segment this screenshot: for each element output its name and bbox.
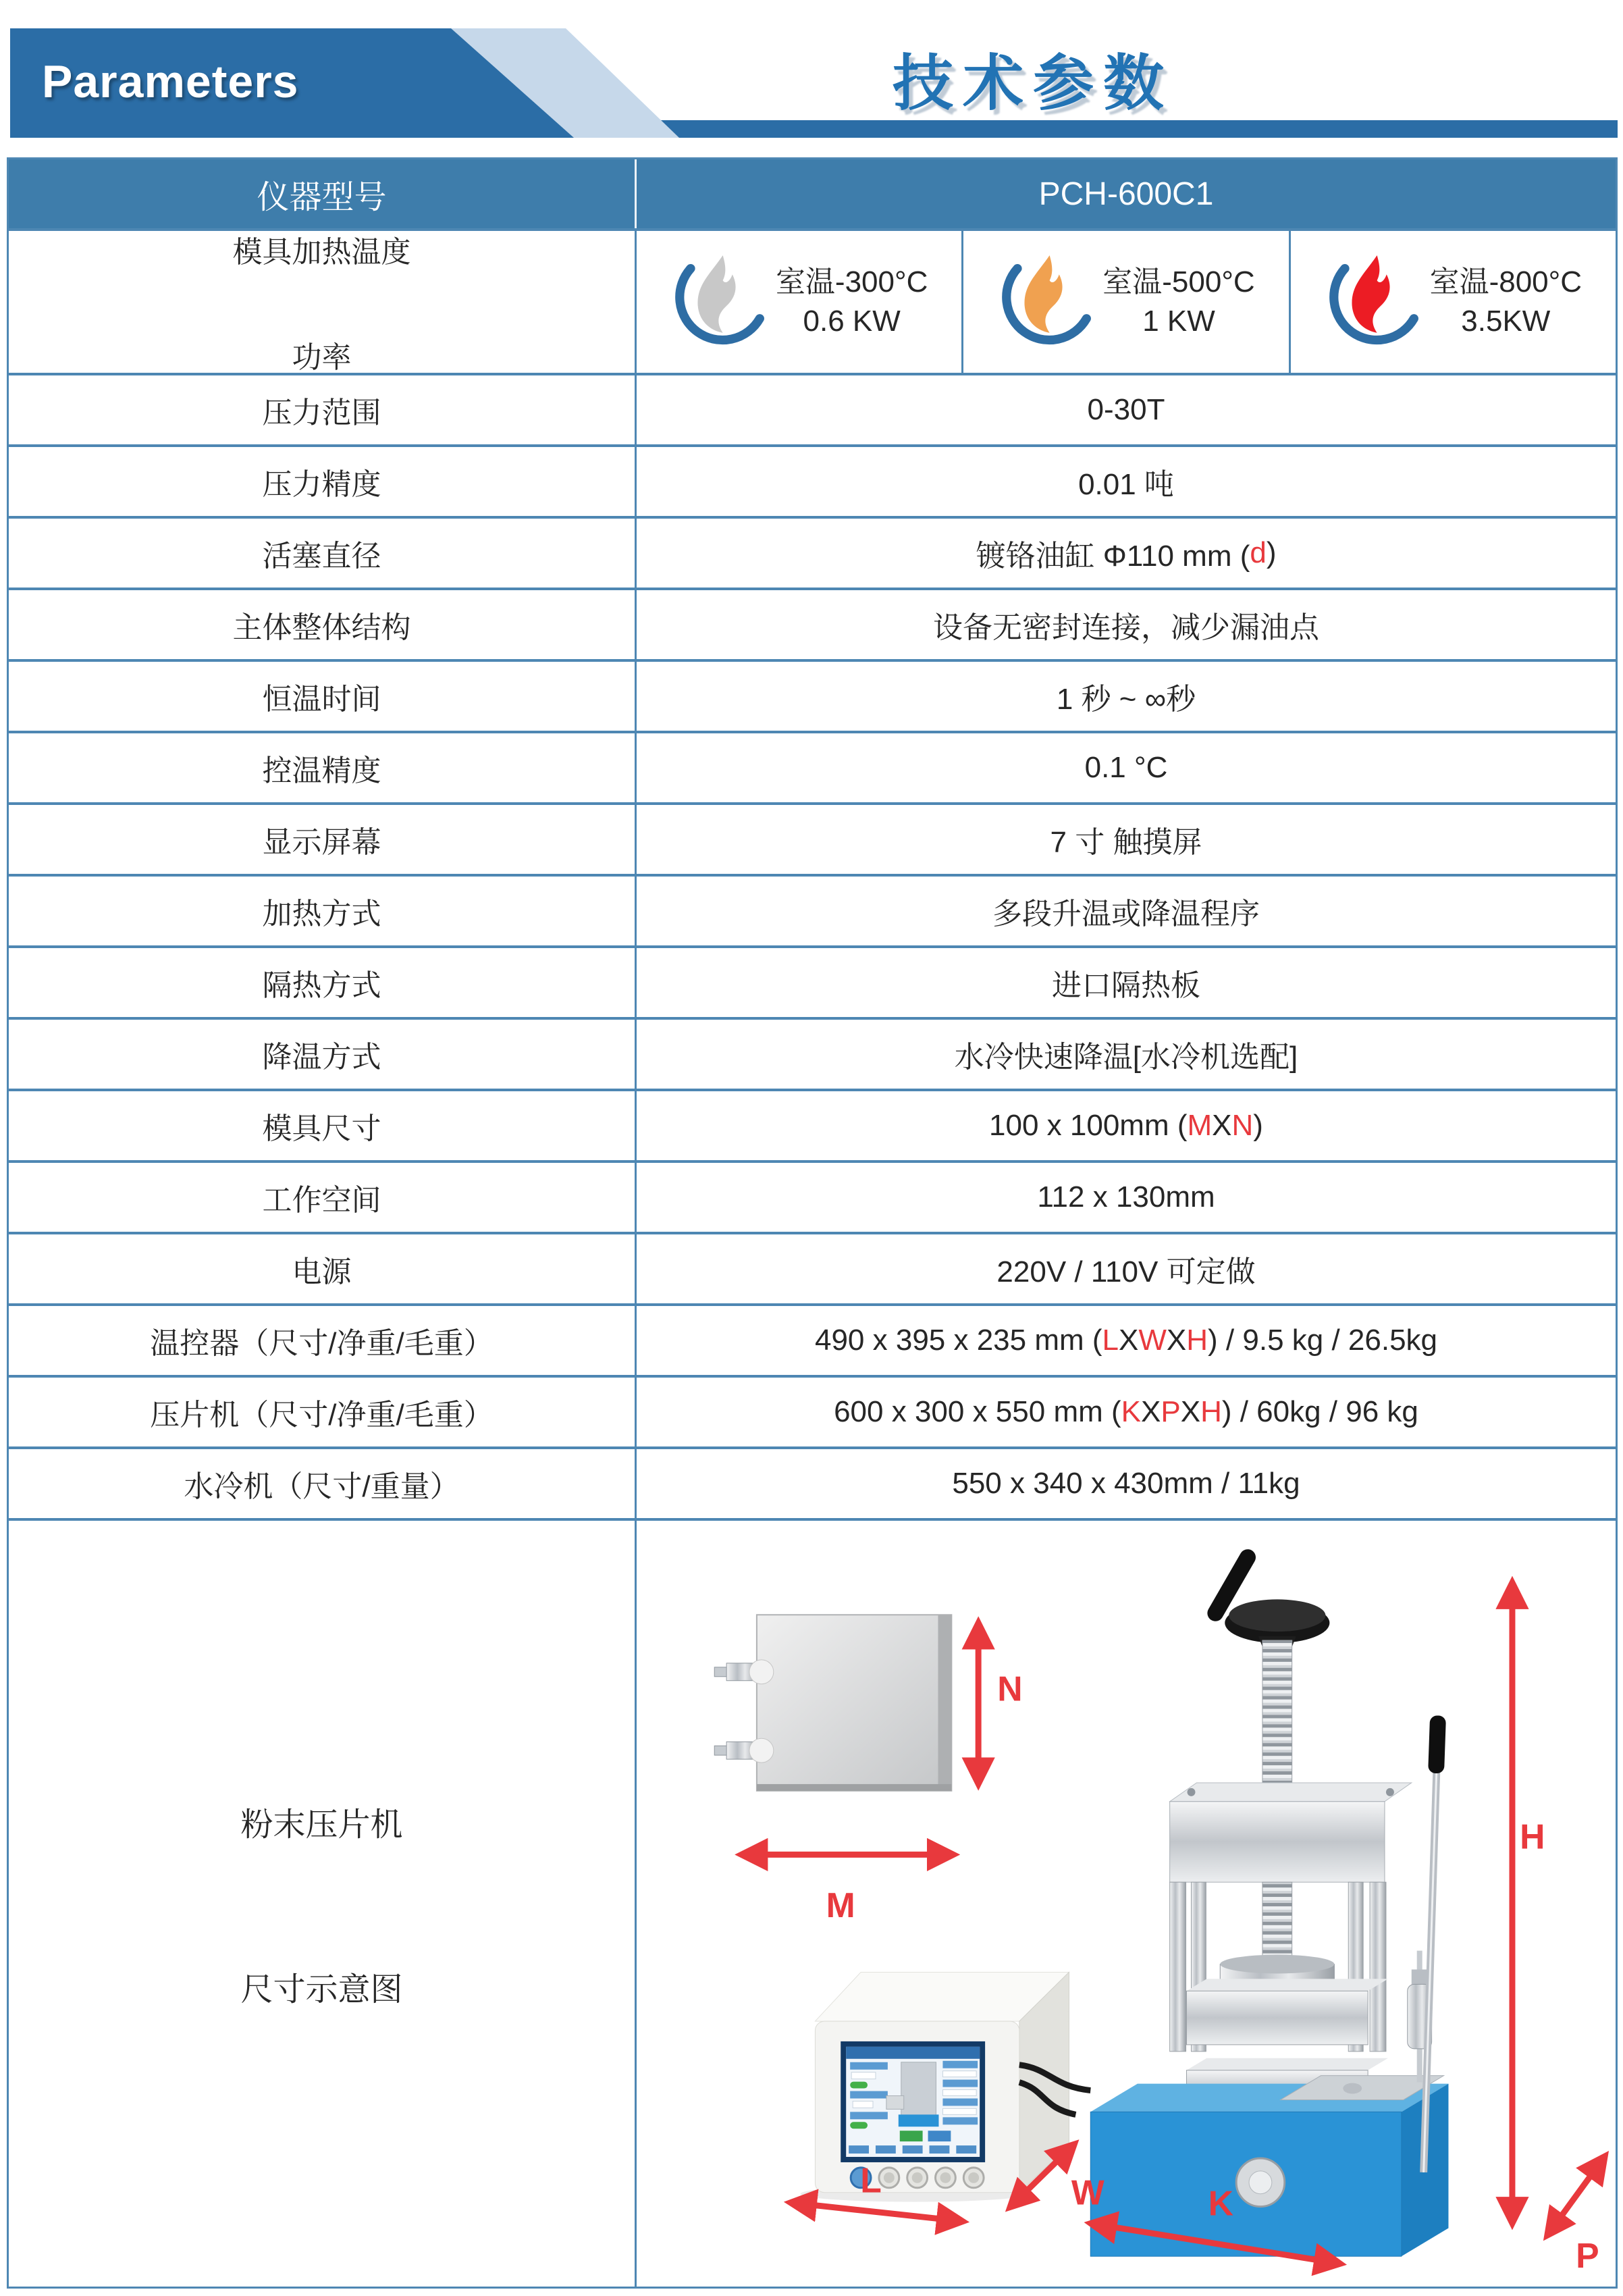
value-red-letter: P [1161, 1395, 1181, 1428]
mold-fitting-bottom [714, 1738, 774, 1763]
table-row [9, 444, 1616, 516]
heating-temp: 室温-800°C [1429, 265, 1582, 298]
page-banner [0, 0, 1623, 162]
header-model-value: PCH-600C1 [1038, 176, 1214, 212]
table-row [9, 1232, 1616, 1303]
value-red-letter: W [1138, 1324, 1167, 1357]
value-red-letter: d [1250, 536, 1267, 569]
row-value [637, 1163, 1616, 1232]
svg-text:P: P [1576, 2236, 1599, 2276]
table-header-row [9, 159, 1616, 228]
press-screw [1262, 1640, 1292, 1803]
value-text: X [1140, 1395, 1161, 1428]
svg-text:N: N [997, 1669, 1023, 1708]
value-text: X [1166, 1324, 1187, 1357]
table-row [9, 1017, 1616, 1089]
value-red-letter: L [1102, 1324, 1119, 1357]
row-value [637, 948, 1616, 1017]
table-row [9, 1089, 1616, 1160]
row-value [637, 375, 1616, 444]
value-text: X [1212, 1109, 1232, 1142]
heating-power: 3.5KW [1461, 305, 1551, 338]
row-label: 显示屏幕 [9, 805, 637, 874]
press-top-beam [1170, 1802, 1385, 1882]
table-row [9, 1303, 1616, 1375]
value-text: 490 x 395 x 235 mm ( [814, 1324, 1102, 1357]
row-value [637, 805, 1616, 874]
value-red-letter: H [1186, 1324, 1208, 1357]
value-text: 进口隔热板 [1052, 969, 1200, 1002]
row-label: 控温精度 [9, 733, 637, 802]
spec-table [7, 157, 1618, 2289]
dimension-arrow-n [978, 1623, 1022, 1784]
value-text: X [1180, 1395, 1201, 1428]
diagram-cell [637, 1521, 1616, 2287]
row-value [637, 447, 1616, 516]
banner-tag-label: Parameters [42, 56, 299, 107]
table-row [9, 731, 1616, 802]
heating-value [637, 231, 1616, 373]
row-label: 活塞直径 [9, 519, 637, 588]
mold-fitting-top [714, 1660, 774, 1684]
page-title: 技术参数 [893, 50, 1173, 118]
table-row [9, 588, 1616, 659]
mold-plate-illustration [714, 1615, 951, 1791]
header-model-label: 仪器型号 [9, 159, 637, 228]
table-row [9, 1375, 1616, 1446]
heating-label-line2: 功率 [292, 341, 352, 374]
press-machine-illustration [1090, 1546, 1448, 2256]
row-value [637, 1449, 1616, 1518]
row-value [637, 1234, 1616, 1303]
row-label: 电源 [9, 1234, 637, 1303]
value-text: 1 秒 ~ ∞秒 [1056, 683, 1196, 716]
row-label: 水冷机（尺寸/重量） [9, 1449, 637, 1518]
row-value [637, 1306, 1616, 1375]
diagram-label-line1: 粉末压片机 [240, 1806, 403, 1843]
machine-dimension-illustration [637, 1521, 1616, 2285]
row-label: 工作空间 [9, 1163, 637, 1232]
value-red-letter: K [1121, 1395, 1141, 1428]
row-value [637, 1020, 1616, 1089]
dimension-arrow-h [1512, 1583, 1545, 2224]
row-value [637, 662, 1616, 731]
heating-power: 0.6 KW [803, 305, 901, 338]
value-text: 7 寸 触摸屏 [1050, 826, 1202, 859]
svg-text:M: M [826, 1885, 855, 1925]
value-text: 设备无密封连接，减少漏油点 [933, 611, 1319, 644]
heating-temp: 室温-300°C [775, 265, 928, 298]
row-label: 主体整体结构 [9, 590, 637, 659]
table-row-heating [9, 228, 1616, 373]
row-value [637, 590, 1616, 659]
row-label: 隔热方式 [9, 948, 637, 1017]
row-label: 模具尺寸 [9, 1091, 637, 1160]
heating-power: 1 KW [1142, 305, 1215, 338]
dimension-arrow-p [1547, 2156, 1605, 2275]
heating-label-line1: 模具加热温度 [232, 236, 411, 269]
row-value [637, 1091, 1616, 1160]
press-upper-platen [1187, 1991, 1368, 2045]
row-label: 压力精度 [9, 447, 637, 516]
orange-flame-icon [997, 248, 1098, 356]
red-flame-icon [1325, 248, 1426, 356]
value-text: ) [1253, 1109, 1263, 1142]
value-text: X [1119, 1324, 1139, 1357]
value-text: ) / 60kg / 96 kg [1221, 1395, 1418, 1428]
table-row [9, 1160, 1616, 1232]
heating-temp: 室温-500°C [1102, 265, 1255, 298]
heating-option-500 [961, 231, 1288, 373]
diagram-label [9, 1521, 637, 2287]
heating-option-800 [1289, 231, 1616, 373]
value-text: 水冷快速降温[水冷机选配] [954, 1041, 1298, 1074]
table-row [9, 874, 1616, 945]
value-text: 镀铬油缸 Φ110 mm ( [976, 540, 1250, 573]
value-red-letter: N [1231, 1109, 1254, 1142]
value-text: 100 x 100mm ( [989, 1109, 1188, 1142]
row-value [637, 877, 1616, 945]
row-label: 加热方式 [9, 877, 637, 945]
dimension-arrow-m [741, 1854, 953, 1925]
value-text: 112 x 130mm [1037, 1180, 1215, 1214]
value-red-letter: M [1187, 1109, 1213, 1142]
row-label: 恒温时间 [9, 662, 637, 731]
heating-option-300 [637, 231, 961, 373]
table-row [9, 1446, 1616, 1518]
svg-text:L: L [860, 2160, 882, 2200]
value-text: 0-30T [1087, 393, 1165, 426]
value-red-letter: H [1200, 1395, 1222, 1428]
value-text: ) / 9.5 kg / 26.5kg [1208, 1324, 1438, 1357]
row-label: 压力范围 [9, 375, 637, 444]
value-text: 0.01 吨 [1078, 468, 1174, 501]
row-value [637, 733, 1616, 802]
heating-label [9, 231, 637, 373]
value-text: 220V / 110V 可定做 [996, 1255, 1256, 1288]
svg-text:W: W [1071, 2172, 1105, 2212]
table-row [9, 659, 1616, 731]
row-label: 降温方式 [9, 1020, 637, 1089]
value-text: ) [1266, 536, 1277, 569]
table-row [9, 516, 1616, 588]
row-label: 压片机（尺寸/净重/毛重） [9, 1378, 637, 1446]
value-text: 550 x 340 x 430mm / 11kg [952, 1467, 1300, 1500]
value-text: 多段升温或降温程序 [992, 897, 1260, 931]
table-row [9, 373, 1616, 444]
silver-flame-icon [670, 248, 772, 356]
diagram-label-line2: 尺寸示意图 [240, 1971, 403, 2008]
table-row [9, 802, 1616, 874]
svg-text:K: K [1208, 2183, 1233, 2223]
row-value [637, 519, 1616, 588]
value-text: 600 x 300 x 550 mm ( [834, 1395, 1121, 1428]
table-row [9, 945, 1616, 1017]
svg-text:H: H [1520, 1817, 1545, 1856]
value-text: 0.1 °C [1084, 751, 1168, 784]
table-row-diagram [9, 1518, 1616, 2287]
row-value [637, 1378, 1616, 1446]
row-label: 温控器（尺寸/净重/毛重） [9, 1306, 637, 1375]
